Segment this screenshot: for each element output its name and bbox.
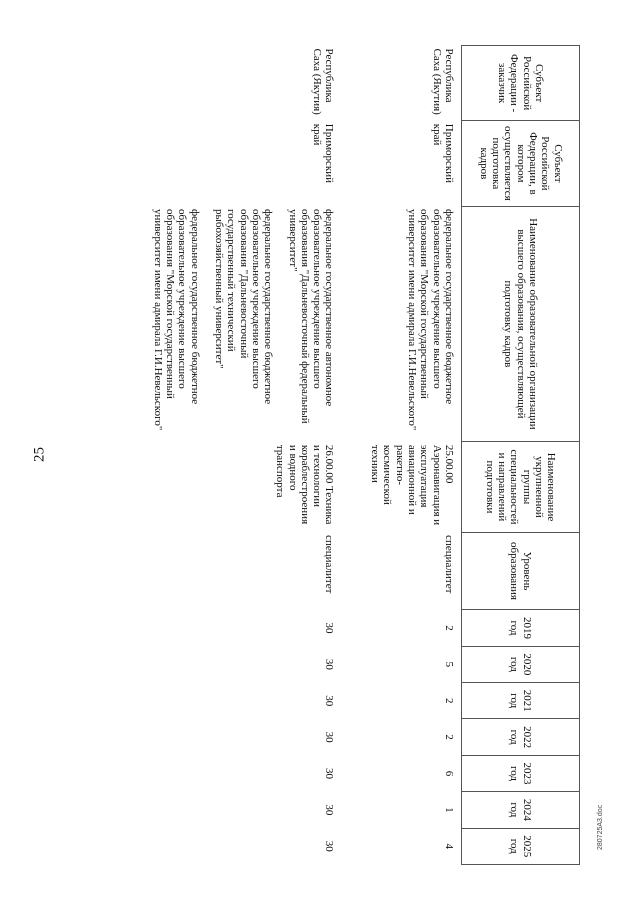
cell-2020: 30 [323,658,336,670]
header-year-2022: 2022 год [462,719,580,755]
rotated-table-area [60,45,580,865]
header-year-2024: 2024 год [462,792,580,828]
cell-2019: 2 [443,625,455,631]
cell-specialty-group: 25.00.00 Аэронавигация и эксплуатация авиационной и ракетно-космической техники [369,444,455,526]
cell-customer: Республика Саха (Якутия) [311,48,336,115]
cell-2022: 30 [323,731,336,743]
cell-2021: 2 [443,698,455,704]
cell-region: Приморский край [430,123,455,184]
organization-name: федеральное государственное бюджетное образовательное учреждение высшего образования "Дальневосточный государственный технический рыбохозяйственный университет" [213,209,275,405]
table-header-row [462,46,580,865]
table-row [342,46,462,865]
cell-education-level: специалитет [323,535,336,594]
cell-2023: 6 [443,770,455,777]
cell-2022: 2 [443,734,455,740]
organization-name: федеральное государственное бюджетное образовательное учреждение высшего образования "Морской государственный университет имени адмирала Г.И.Невельского" [151,209,201,431]
footer-filename: 280725А3.doc [597,804,604,850]
organization-name: федеральное государственное бюджетное образовательное учреждение высшего образования "Морской государственный университет имени адмирала Г.И.Невельского" [406,209,455,431]
cell-2020: 5 [443,661,455,668]
header-education-level: Уровень образования [462,532,580,610]
cell-specialty-group: 26.00.00 Техника и технологии кораблестроения и водного транспорта [274,444,336,525]
cell-education-level: специалитет [443,535,455,594]
header-customer: Субъект Российской Федерации - заказчик [462,46,580,121]
table-row [149,46,341,865]
header-specialty-group: Наименование укрупненной группы специальностей и направлений подготовки [462,442,580,532]
header-region: Субъект Российской Федерации, в котором осуществляется подготовка кадров [462,121,580,206]
header-year-2025: 2025 год [462,828,580,864]
cell-2024: 30 [323,804,336,816]
page-number: 25 [31,447,48,462]
cell-2019: 30 [323,622,336,634]
cell-2023: 30 [323,767,336,779]
header-year-2019: 2019 год [462,610,580,646]
header-year-2021: 2021 год [462,683,580,719]
cell-organization [342,206,462,442]
cell-2025: 4 [443,843,455,849]
cell-customer: Республика Саха (Якутия) [430,48,455,115]
cell-2025: 30 [323,840,336,852]
cell-2024: 1 [443,807,455,813]
cell-2021: 30 [323,695,336,707]
cell-region: Приморский край [311,123,336,184]
header-year-2023: 2023 год [462,755,580,791]
header-year-2020: 2020 год [462,646,580,682]
cell-organization [149,206,341,442]
header-organization: Наименование образовательной организации высшего образования, осуществляющей подготовку кадров [462,206,580,442]
organization-name: федеральное государственное автономное образовательное учреждение высшего образования "Дальневосточный федеральный университет" [286,209,336,424]
training-quota-table [149,45,580,865]
